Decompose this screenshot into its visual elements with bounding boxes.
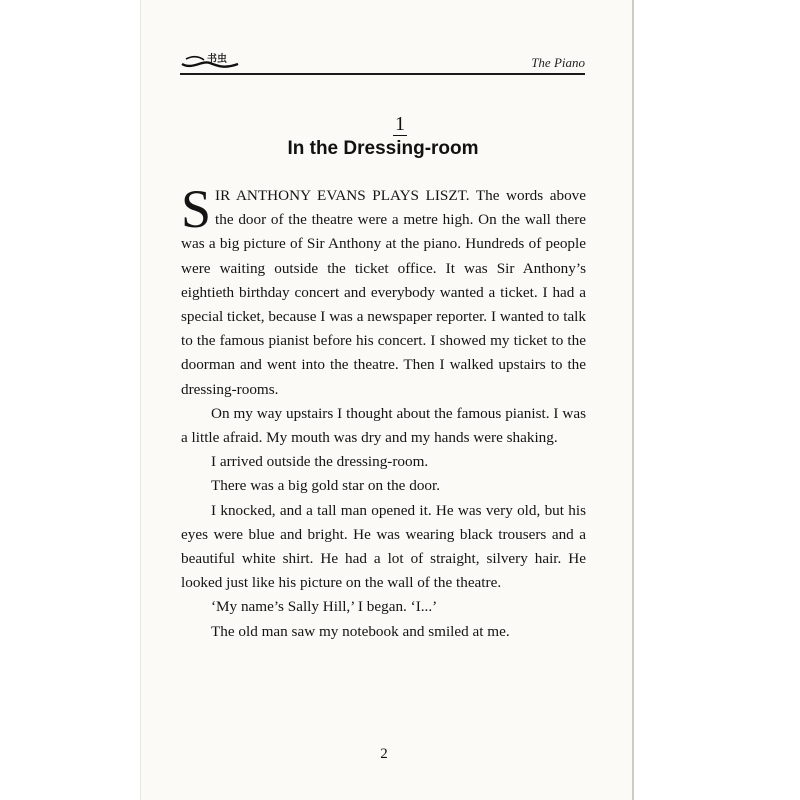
paragraph: On my way upstairs I thought about the famous pianist. I was a little afraid. My mouth was dry and my hands were shaking.: [181, 404, 586, 447]
paragraph-1-text: IR ANTHONY EVANS PLAYS LISZT. The words above the door of the theatre were a metre high. On the wall there was a big picture of Sir Anthony at the piano. Hundreds of people were waiting outside the ticket office. It was Sir Anthony’s eightieth birthday concert and everybody wanted a ticket. I had a special ticket, because I was a newspaper reporter. I wanted to talk to the famous pianist before his concert. I showed my ticket to the doorman and went into the theatre. Then I walked upstairs to the dressing-rooms.: [181, 187, 586, 398]
paragraph: There was a big gold star on the door.: [211, 477, 441, 495]
body-text: [181, 179, 586, 644]
drop-cap: S: [181, 179, 212, 239]
page-header: [180, 44, 585, 78]
logo-label: 书虫: [207, 54, 227, 65]
paragraph: The old man saw my notebook and smiled at me.: [211, 622, 510, 640]
paragraph: ‘My name’s Sally Hill,’ I began. ‘I...’: [211, 598, 438, 616]
page-number: 2: [380, 746, 388, 762]
chapter-title: In the Dressing-room: [287, 138, 479, 159]
chapter-number: [0, 113, 800, 136]
paragraph: I arrived outside the dressing-room.: [211, 453, 429, 471]
running-title: The Piano: [531, 55, 585, 70]
paragraph-1: [181, 179, 586, 402]
header-rule: [180, 73, 585, 75]
paragraph: I knocked, and a tall man opened it. He was very old, but his eyes were blue and bright. He was wearing black trousers and a beautiful white shirt. He had a lot of straight, silvery hair. He looked just like his picture on the wall of the theatre.: [181, 501, 586, 592]
chapter-number-text: 1: [395, 113, 405, 135]
